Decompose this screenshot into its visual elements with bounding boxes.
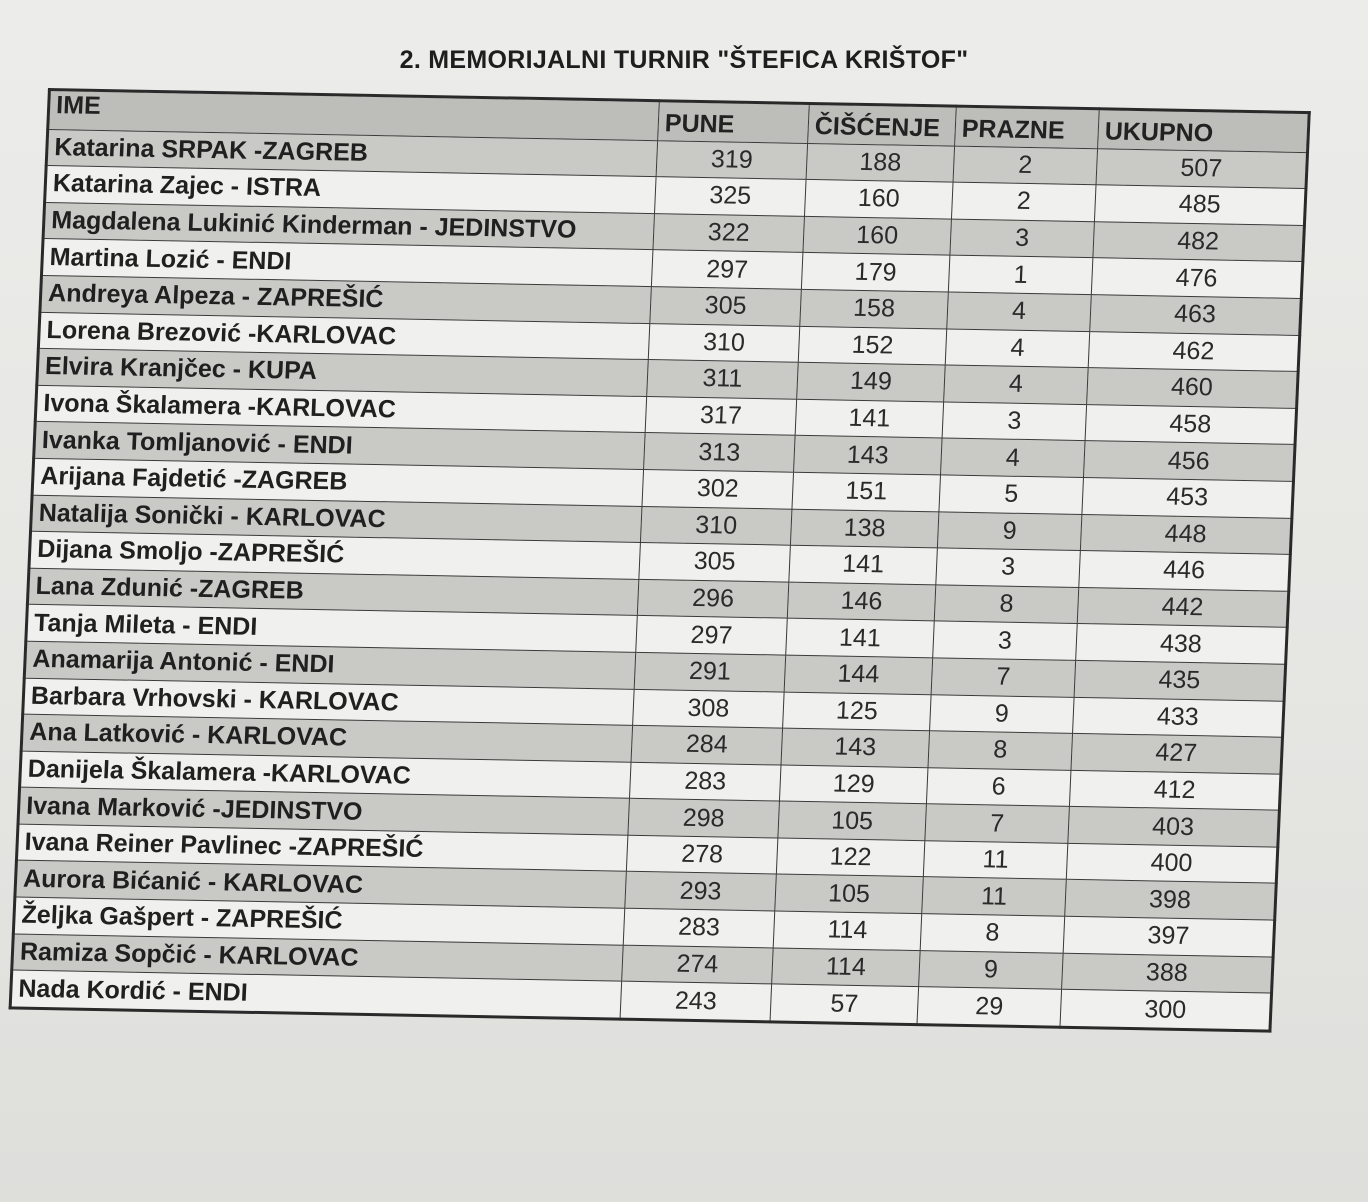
cell-ukupno: 442 (1077, 587, 1289, 627)
document-title: 2. MEMORIJALNI TURNIR "ŠTEFICA KRIŠTOF" (399, 46, 969, 74)
cell-ukupno: 300 (1060, 989, 1272, 1030)
cell-pune: 278 (626, 835, 778, 874)
cell-ciscenje: 141 (789, 545, 938, 584)
cell-ukupno: 433 (1073, 697, 1285, 737)
cell-name: Martina Lozić - ENDI (41, 239, 652, 287)
cell-ciscenje: 143 (781, 728, 930, 767)
cell-ukupno: 507 (1096, 148, 1308, 188)
cell-name: Nada Kordić - ENDI (10, 970, 622, 1019)
cell-name: Aurora Bićanić - KARLOVAC (15, 861, 626, 909)
cell-pune: 317 (645, 396, 797, 435)
cell-ciscenje: 149 (797, 362, 946, 401)
cell-prazne: 3 (933, 621, 1078, 660)
cell-prazne: 7 (925, 804, 1070, 843)
cell-ciscenje: 141 (786, 618, 935, 657)
cell-prazne: 8 (920, 914, 1065, 953)
cell-prazne: 4 (941, 438, 1086, 477)
cell-name: Anamarija Antonić - ENDI (24, 641, 635, 689)
cell-ukupno: 458 (1085, 404, 1297, 444)
cell-name: Ivana Reiner Pavlinec -ZAPREŠIĆ (16, 824, 627, 872)
cell-pune: 322 (653, 213, 805, 252)
cell-ciscenje: 122 (776, 838, 925, 877)
cell-name: Ana Latković - KARLOVAC (21, 714, 632, 762)
cell-pune: 308 (633, 689, 785, 728)
cell-prazne: 1 (948, 255, 1093, 294)
cell-ciscenje: 179 (801, 253, 950, 292)
cell-ukupno: 456 (1083, 441, 1295, 481)
cell-ukupno: 448 (1080, 514, 1292, 554)
cell-ukupno: 476 (1091, 258, 1303, 298)
column-header-ciscenje: ČIŠĆENJE (808, 103, 957, 145)
cell-pune: 296 (637, 579, 789, 618)
cell-ukupno: 438 (1076, 624, 1288, 664)
cell-pune: 305 (650, 287, 802, 326)
results-table (9, 88, 1311, 1032)
cell-pune: 298 (628, 799, 780, 838)
cell-name: Ramiza Sopčić - KARLOVAC (12, 934, 623, 982)
cell-ciscenje: 114 (773, 911, 922, 950)
cell-name: Ivona Škalamera -KARLOVAC (35, 385, 646, 433)
cell-ukupno: 403 (1068, 807, 1280, 847)
cell-ciscenje: 143 (794, 436, 943, 475)
cell-pune: 302 (642, 469, 794, 508)
cell-prazne: 2 (953, 146, 1098, 185)
cell-name: Barbara Vrhovski - KARLOVAC (23, 678, 634, 726)
cell-name: Katarina Zajec - ISTRA (45, 166, 656, 214)
cell-ciscenje: 160 (804, 180, 953, 219)
cell-pune: 313 (644, 433, 796, 472)
cell-name: Ivana Marković -JEDINSTVO (18, 787, 629, 835)
cell-name: Lana Zdunić -ZAGREB (27, 568, 638, 616)
cell-pune: 291 (634, 652, 786, 691)
cell-name: Natalija Sonički - KARLOVAC (31, 495, 642, 543)
cell-pune: 325 (655, 177, 807, 216)
cell-prazne: 4 (945, 329, 1090, 368)
cell-ukupno: 482 (1093, 221, 1305, 261)
cell-ukupno: 388 (1062, 953, 1274, 993)
cell-ciscenje: 125 (783, 692, 932, 731)
cell-prazne: 3 (942, 402, 1087, 441)
cell-ukupno: 485 (1094, 185, 1306, 225)
cell-name: Magdalena Lukinić Kinderman - JEDINSTVO (43, 202, 654, 250)
cell-prazne: 29 (917, 987, 1062, 1027)
cell-name: Danijela Škalamera -KARLOVAC (20, 751, 631, 799)
cell-pune: 297 (651, 250, 803, 289)
column-header-ukupno: UKUPNO (1098, 109, 1310, 152)
cell-ukupno: 435 (1074, 660, 1286, 700)
cell-name: Arijana Fajdetić -ZAGREB (32, 458, 643, 506)
cell-ukupno: 460 (1087, 368, 1299, 408)
column-header-name: IME (48, 90, 660, 141)
cell-ukupno: 427 (1071, 733, 1283, 773)
results-sheet (9, 88, 1308, 1032)
column-header-pune: PUNE (658, 101, 810, 143)
cell-pune: 297 (636, 616, 788, 655)
cell-ciscenje: 114 (772, 948, 921, 987)
cell-ukupno: 463 (1090, 295, 1302, 335)
cell-ciscenje: 57 (770, 984, 919, 1024)
cell-pune: 319 (656, 140, 808, 179)
cell-name: Andreya Alpeza - ZAPREŠIĆ (40, 275, 651, 323)
cell-ukupno: 412 (1069, 770, 1281, 810)
cell-prazne: 11 (922, 877, 1067, 916)
cell-prazne: 3 (950, 219, 1095, 258)
cell-pune: 310 (648, 323, 800, 362)
cell-name: Elvira Kranjčec - KUPA (37, 349, 648, 397)
cell-prazne: 9 (919, 950, 1064, 989)
cell-pune: 284 (631, 725, 783, 764)
cell-ciscenje: 160 (803, 216, 952, 255)
cell-ukupno: 397 (1063, 916, 1275, 956)
cell-ukupno: 446 (1079, 551, 1291, 591)
cell-prazne: 8 (928, 731, 1073, 770)
cell-pune: 283 (623, 908, 775, 947)
cell-ciscenje: 138 (790, 509, 939, 548)
cell-ukupno: 453 (1082, 477, 1294, 517)
cell-prazne: 9 (937, 511, 1082, 550)
cell-ciscenje: 144 (784, 655, 933, 694)
cell-ukupno: 462 (1088, 331, 1300, 371)
cell-ciscenje: 152 (798, 326, 947, 365)
cell-prazne: 2 (951, 182, 1096, 221)
cell-pune: 293 (625, 872, 777, 911)
column-header-prazne: PRAZNE (955, 106, 1100, 148)
cell-pune: 305 (639, 543, 791, 582)
cell-prazne: 11 (923, 841, 1068, 880)
cell-pune: 243 (620, 981, 772, 1021)
cell-name: Dijana Smoljo -ZAPREŠIĆ (29, 531, 640, 579)
cell-prazne: 8 (934, 585, 1079, 624)
cell-name: Željka Gašpert - ZAPREŠIĆ (13, 897, 624, 945)
cell-prazne: 9 (930, 694, 1075, 733)
cell-name: Lorena Brezović -KARLOVAC (38, 312, 649, 360)
cell-ciscenje: 151 (792, 472, 941, 511)
cell-prazne: 4 (944, 365, 1089, 404)
cell-name: Katarina SRPAK -ZAGREB (46, 129, 657, 177)
cell-prazne: 5 (939, 475, 1084, 514)
cell-ciscenje: 129 (779, 765, 928, 804)
cell-pune: 310 (640, 506, 792, 545)
cell-ukupno: 400 (1066, 843, 1278, 883)
cell-prazne: 3 (936, 548, 1081, 587)
cell-ciscenje: 105 (775, 874, 924, 913)
cell-ciscenje: 158 (800, 289, 949, 328)
cell-ciscenje: 188 (806, 143, 955, 182)
cell-ciscenje: 105 (778, 801, 927, 840)
cell-name: Tanja Mileta - ENDI (26, 605, 637, 653)
cell-prazne: 6 (926, 767, 1071, 806)
cell-prazne: 4 (947, 292, 1092, 331)
cell-prazne: 7 (931, 658, 1076, 697)
cell-name: Ivanka Tomljanović - ENDI (34, 422, 645, 470)
cell-pune: 311 (647, 360, 799, 399)
table-body (10, 129, 1307, 1031)
cell-ciscenje: 146 (787, 582, 936, 621)
cell-pune: 274 (622, 945, 774, 984)
cell-ciscenje: 141 (795, 399, 944, 438)
cell-pune: 283 (629, 762, 781, 801)
cell-ukupno: 398 (1065, 880, 1277, 920)
